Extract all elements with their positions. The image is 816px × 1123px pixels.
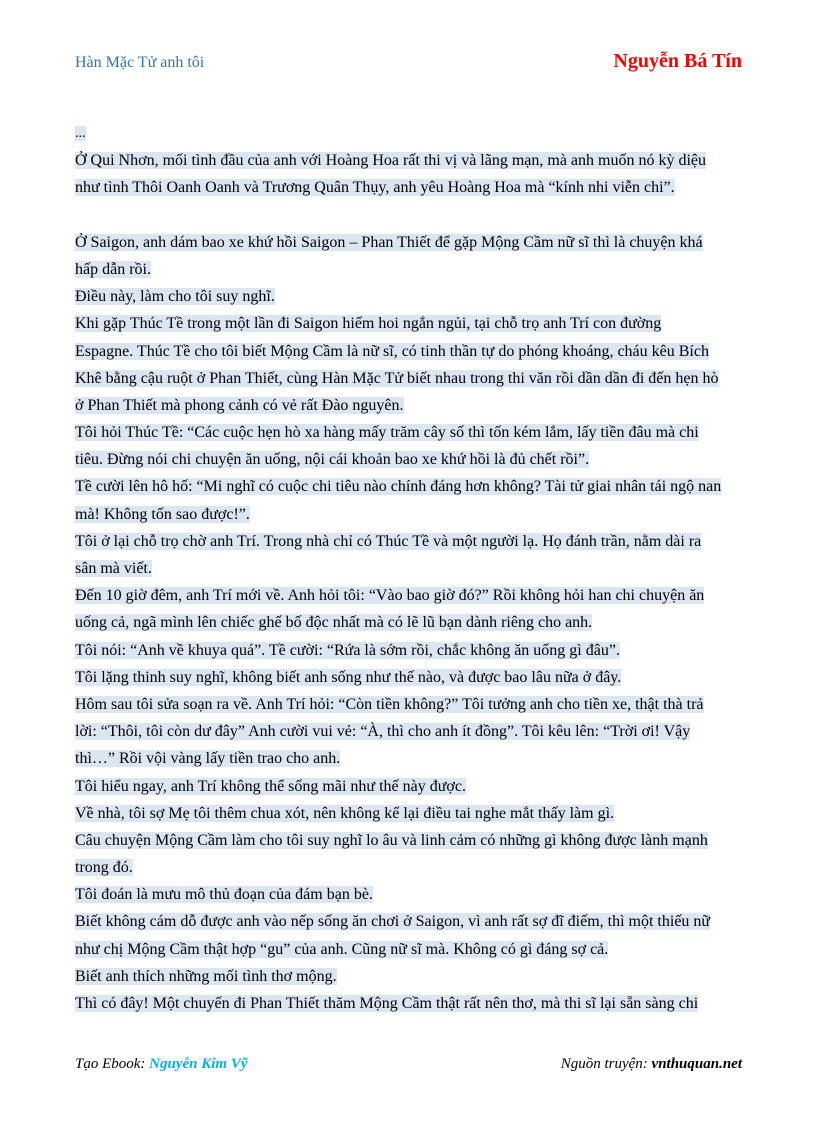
text-line-content: Tôi lặng thinh suy nghĩ, không biết anh sống như thế nào, và được bao lâu nữa ở đây. [75,668,622,686]
text-line [75,773,745,800]
text-line [75,473,745,500]
text-line [75,283,745,310]
text-line [75,256,745,283]
source-credit-separator: : [642,1056,652,1072]
text-line [75,419,745,446]
text-line-content: Biết không cám dỗ được anh vào nếp sống ăn chơi ở Saigon, vì anh rất sợ đĩ điếm, thì một thiếu nữ [75,913,711,931]
text-line [75,365,745,392]
text-line-content: lời: “Thôi, tôi còn dư đây” Anh cười vui vẻ: “À, thì cho anh ít đồng”. Tôi kêu lên: “Trời ơi! Vậy [75,723,691,741]
text-line [75,501,745,528]
text-line-content: Biết anh thích những mối tình thơ mộng. [75,967,337,985]
text-line-content: Espagne. Thúc Tề cho tôi biết Mộng Cầm là nữ sĩ, có tinh thần tự do phóng khoáng, cháu kêu Bích [75,342,709,360]
text-line-content: Điều này, làm cho tôi suy nghĩ. [75,288,275,306]
text-line [75,963,745,990]
text-line [75,908,745,935]
text-line [75,691,745,718]
text-line-content: Ở Saigon, anh dám bao xe khứ hồi Saigon – Phan Thiết để gặp Mộng Cầm nữ sĩ thì là chuyện khá [75,233,703,251]
source-credit-label: Nguồn truyện [560,1056,643,1072]
text-line-content: hấp dẫn rồi. [75,260,151,278]
text-line-content: Khi gặp Thúc Tề trong một lần đi Saigon hiếm hoi ngắn ngủi, tại chỗ trọ anh Trí con đường [75,315,662,333]
text-line [75,936,745,963]
text-line-content: Tôi đoán là mưu mô thủ đoạn của đám bạn bè. [75,886,373,904]
text-line [75,854,745,881]
text-line-content: mà! Không tốn sao được!”. [75,505,250,523]
text-line [75,637,745,664]
text-line-content: Đến 10 giờ đêm, anh Trí mới về. Anh hỏi tôi: “Vào bao giờ đó?” Rồi không hỏi han chi chuyện ăn [75,587,705,605]
text-line [75,392,745,419]
source-credit [561,1056,742,1073]
author-name: Nguyễn Bá Tín [613,50,742,72]
text-line-content: Ở Qui Nhơn, mối tình đầu của anh với Hoàng Hoa rất thi vị và lãng mạn, mà anh muốn nó kỳ diệu [75,152,707,170]
text-line-content: ... [75,126,86,141]
text-line-content: uống cả, ngã mình lên chiếc ghế bố độc nhất mà có lẽ lũ bạn dành riêng cho anh. [75,614,593,632]
text-line [75,338,745,365]
text-line-content: như tình Thôi Oanh Oanh và Trương Quân Thụy, anh yêu Hoàng Hoa mà “kính nhi viễn chi”. [75,179,675,197]
text-line [75,229,745,256]
ebook-credit-label: Tạo Ebook [75,1056,141,1072]
text-line [75,800,745,827]
text-line [75,120,745,147]
text-line-content: trong đó. [75,859,133,877]
blank-line [75,202,745,229]
text-line-content: thì…” Rồi vội vàng lấy tiền trao cho anh. [75,750,341,768]
text-line [75,528,745,555]
text-line-content: Thì có đây! Một chuyến đi Phan Thiết thăm Mộng Cầm thật rất nên thơ, mà thi sĩ lại sẵn sàng chi [75,995,699,1012]
text-line [75,664,745,691]
text-line [75,745,745,772]
text-line-content: tiêu. Đừng nói chi chuyện ăn uống, nội cái khoản bao xe khứ hồi là đủ chết rồi”. [75,451,590,469]
text-line [75,827,745,854]
text-line-content: Tôi nói: “Anh về khuya quá”. Tề cười: “Rứa là sớm rồi, chắc không ăn uống gì đâu”. [75,641,620,659]
text-line-content: Hôm sau tôi sửa soạn ra về. Anh Trí hỏi: “Còn tiền không?” Tôi tưởng anh cho tiền xe, thật thà trả [75,695,704,713]
text-line [75,310,745,337]
page-footer [75,1056,742,1076]
text-line-content: Tôi hỏi Thúc Tề: “Các cuộc hẹn hò xa hàng mấy trăm cây số thì tốn kém lắm, lấy tiền đâu mà chi [75,424,699,442]
text-line [75,147,745,174]
page-header [75,50,742,78]
text-line [75,582,745,609]
text-line [75,990,745,1017]
ebook-creator-name: Nguyễn Kim Vỹ [149,1056,248,1072]
ebook-credit [75,1056,248,1073]
text-line-content: Câu chuyện Mộng Cầm làm cho tôi suy nghĩ lo âu và linh cảm có những gì không được lành mạnh [75,831,708,849]
text-line-content: Tôi hiểu ngay, anh Trí không thể sống mãi như thế này được. [75,777,466,795]
text-line-content: Về nhà, tôi sợ Mẹ tôi thêm chua xót, nên không kể lại điều tai nghe mắt thấy làm gì. [75,804,615,822]
ebook-credit-separator: : [140,1056,150,1072]
text-line [75,446,745,473]
text-line [75,174,745,201]
text-line [75,718,745,745]
text-line [75,881,745,908]
document-body [75,120,745,1017]
text-line-content: Khê bằng cậu ruột ở Phan Thiết, cùng Hàn Mặc Tử biết nhau trong thi văn rồi dần dần đi đến hẹn hò [75,369,719,387]
text-line-content: Tôi ở lại chỗ trọ chờ anh Trí. Trong nhà chỉ có Thúc Tề và một người lạ. Họ đánh trần, nằm dài ra [75,532,702,550]
book-title: Hàn Mặc Tử anh tôi [75,54,205,71]
source-site: vnthuquan.net [651,1056,742,1072]
text-line-content: ở Phan Thiết mà phong cảnh có vẻ rất Đào nguyên. [75,396,404,414]
text-line-content: như chị Mộng Cầm thật hợp “gu” của anh. Cũng nữ sĩ mà. Không có gì đáng sợ cả. [75,940,609,958]
text-line [75,555,745,582]
text-line-content: sân mà viết. [75,560,152,577]
text-line [75,609,745,636]
text-line-content: Tề cười lên hô hố: “Mi nghĩ có cuộc chi tiêu nào chính đáng hơn không? Tài tử giai nhân tái ngộ nan [75,478,722,496]
